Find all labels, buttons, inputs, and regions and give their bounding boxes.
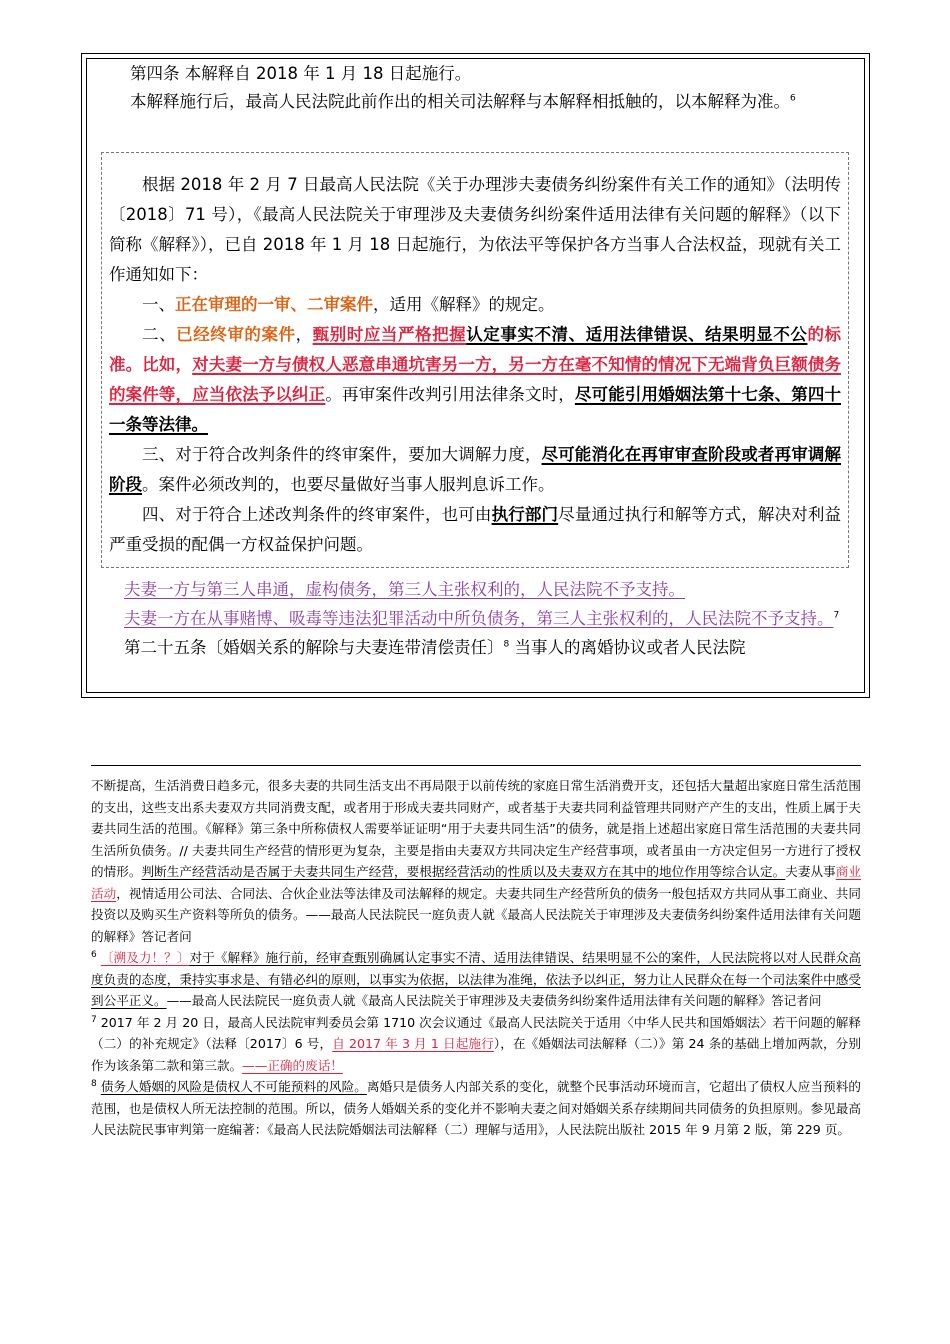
- notice-item-3: 三、对于符合改判条件的终审案件，要加大调解力度，尽可能消化在再审审查阶段或者再审调解阶段。案件必须改判的，也要尽量做好当事人服判息诉工作。: [109, 445, 842, 494]
- article-4-block: [97, 60, 865, 116]
- court-notice: [109, 170, 841, 560]
- footnote-ref-6[interactable]: 6: [790, 93, 796, 104]
- notice-item-4: 四、对于符合上述改判条件的终审案件，也可由执行部门尽量通过执行和解等方式，解决对利益严重受损的配偶一方权益保护问题。: [109, 505, 842, 554]
- notice-intro: 根据 2018 年 2 月 7 日最高人民法院《关于办理涉夫妻债务纠纷案件有关工作的通知》（法明传〔2018〕71 号），《最高人民法院关于审理涉及夫妻债务纠纷案件适用法律有关问题的解释》（以下简称《解释》），已自 2018 年 1 月 18 日起施行，为依法平等保护各方当事人合法权益，现就有关工作通知如下：: [109, 175, 841, 284]
- article-4-note: 本解释施行后，最高人民法院此前作出的相关司法解释与本解释相抵触的，以本解释为准。$^6$: [130, 92, 796, 111]
- article-4-line: 第四条 本解释自 2018 年 1 月 18 日起施行。: [130, 64, 472, 83]
- footnote-8: $^8$ 债务人婚姻的风险是债权人不可能预料的风险。离婚只是债务人内部关系的变化，就整个民事活动环境而言，它超出了债权人应当预料的范围，也是债权人所无法控制的范围。所以，债务人婚姻关系的变化并不影响夫妻之间对婚姻关系存续期间共同债务的负担原则。参见最高人民法院民事审判第一庭编著：《最高人民法院婚姻法司法解释（二）理解与适用》，人民法院出版社 2015 年 9 月第 2 版，第 229 页。: [91, 1078, 862, 1137]
- footnote-6: $^6$ 〔溯及力！？〕对于《解释》施行前，经审查甄别确属认定事实不清、适用法律错误、结果明显不公的案件，人民法院将以对人民群众高度负责的态度，秉持实事求是、有错必纠的原则，以事实为依据，以法律为准绳，依法予以纠正，努力让人民群众在每一个司法案件中感受到公平正义。——最高人民法院民一庭负责人就《最高人民法院关于审理涉及夫妻债务纠纷案件适用法律有关问题的解释》答记者问: [91, 949, 862, 1008]
- footnote-ref-8[interactable]: 8: [503, 639, 510, 650]
- collusion-rule: 夫妻一方与第三人串通，虚构债务，第三人主张权利的，人民法院不予支持。: [124, 580, 685, 599]
- footnote-7: $^7$ 2017 年 2 月 20 日，最高人民法院审判委员会第 1710 次会议通过《最高人民法院关于适用〈中华人民共和国婚姻法〉若干问题的解释（二）的补充规定》（法释〔2017〕6 号，自 2017 年 3 月 1 日起施行），在《婚姻法司法解释（二）》第 24 条的基础上增加两款，分别作为该条第二款和第三款。——正确的废话！: [91, 1014, 861, 1073]
- after-notice-block: [91, 575, 863, 662]
- illegal-debt-rule: 夫妻一方在从事赌博、吸毒等违法犯罪活动中所负债务，第三人主张权利的，人民法院不予支持。$^7$: [124, 609, 840, 628]
- article-25-heading: 第二十五条〔婚姻关系的解除与夫妻连带清偿责任〕$^8$ 当事人的离婚协议或者人民法院: [124, 638, 746, 657]
- footnote-continuation: 不断提高，生活消费日趋多元，很多夫妻的共同生活支出不再局限于以前传统的家庭日常生活消费开支，还包括大量超出家庭日常生活范围的支出，这些支出系夫妻双方共同消费支配，或者用于形成夫妻共同财产，或者基于夫妻共同利益管理共同财产产生的支出，性质上属于夫妻共同生活的范围。《解释》第三条中所称债权人需要举证证明“用于夫妻共同生活”的债务，就是指上述超出家庭日常生活范围的夫妻共同生活所负债务。// 夫妻共同生产经营的情形更为复杂，主要是指由夫妻双方共同决定生产经营事项，或者虽由一方决定但另一方进行了授权的情形。判断生产经营活动是否属于夫妻共同生产经营，要根据经营活动的性质以及夫妻双方在其中的地位作用等综合认定。夫妻从事商业活动，视情适用公司法、合同法、合伙企业法等法律及司法解释的规定。夫妻共同生产经营所负的债务一般包括双方共同从事工商业、共同投资以及购买生产资料等所负的债务。——最高人民法院民一庭负责人就《最高人民法院关于审理涉及夫妻债务纠纷案件适用法律有关问题的解释》答记者问: [91, 778, 862, 944]
- notice-item-1: 一、正在审理的一审、二审案件，适用《解释》的规定。: [142, 295, 555, 314]
- notice-item-2: 二、已经终审的案件，甄别时应当严格把握认定事实不清、适用法律错误、结果明显不公的标准。比如，对夫妻一方与债权人恶意串通坑害另一方，另一方在毫不知情的情况下无端背负巨额债务的案件等，应当依法予以纠正。再审案件改判引用法律条文时，尽可能引用婚姻法第十七条、第四十一条等法律。: [109, 325, 842, 434]
- footnote-separator: [91, 765, 861, 766]
- footnotes: [91, 775, 861, 1141]
- footnote-ref-7[interactable]: 7: [833, 610, 840, 621]
